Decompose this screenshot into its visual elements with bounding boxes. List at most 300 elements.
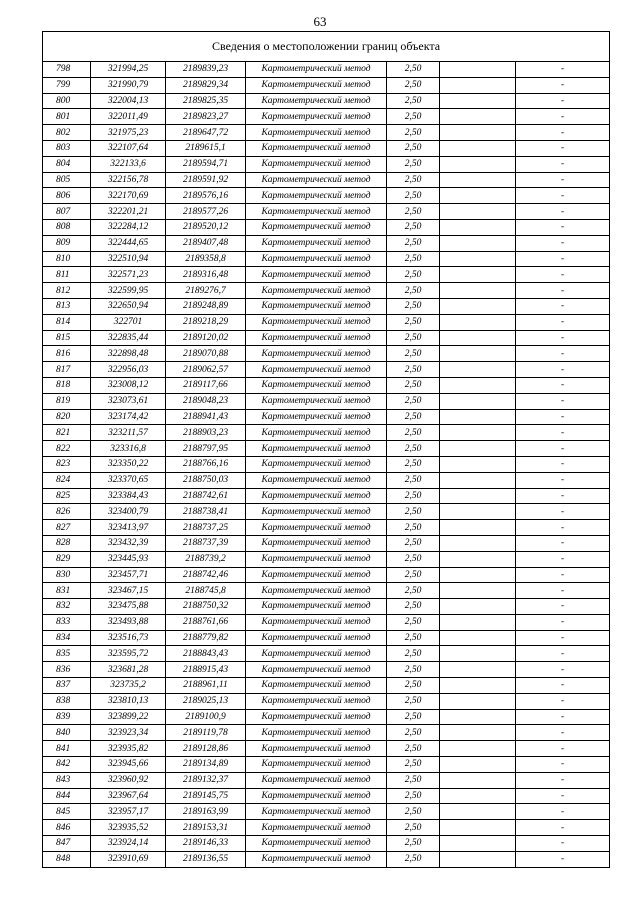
point-number-cell: 819: [43, 393, 91, 409]
y-coordinate-cell: 2189117,66: [166, 377, 246, 393]
note-cell: -: [516, 251, 610, 267]
accuracy-cell: 2,50: [387, 772, 440, 788]
y-coordinate-cell: 2189358,8: [166, 251, 246, 267]
x-coordinate-cell: 323924,14: [91, 836, 166, 852]
table-title: Сведения о местоположении границ объекта: [43, 32, 610, 62]
table-row: [43, 425, 610, 441]
accuracy-cell: 2,50: [387, 441, 440, 457]
accuracy-cell: 2,50: [387, 204, 440, 220]
x-coordinate-cell: 323370,65: [91, 472, 166, 488]
note-cell: -: [516, 441, 610, 457]
point-number-cell: 826: [43, 504, 91, 520]
method-cell: Картометрический метод: [246, 362, 387, 378]
empty-cell: [440, 504, 516, 520]
point-number-cell: 808: [43, 219, 91, 235]
point-number-cell: 839: [43, 709, 91, 725]
point-number-cell: 848: [43, 851, 91, 867]
x-coordinate-cell: 323810,13: [91, 693, 166, 709]
accuracy-cell: 2,50: [387, 409, 440, 425]
y-coordinate-cell: 2189120,02: [166, 330, 246, 346]
table-row: [43, 377, 610, 393]
method-cell: Картометрический метод: [246, 204, 387, 220]
empty-cell: [440, 425, 516, 441]
x-coordinate-cell: 321975,23: [91, 125, 166, 141]
y-coordinate-cell: 2189248,89: [166, 298, 246, 314]
accuracy-cell: 2,50: [387, 488, 440, 504]
method-cell: Картометрический метод: [246, 314, 387, 330]
table-row: [43, 804, 610, 820]
y-coordinate-cell: 2189316,48: [166, 267, 246, 283]
accuracy-cell: 2,50: [387, 614, 440, 630]
y-coordinate-cell: 2188742,61: [166, 488, 246, 504]
y-coordinate-cell: 2188961,11: [166, 678, 246, 694]
table-row: [43, 93, 610, 109]
point-number-cell: 817: [43, 362, 91, 378]
point-number-cell: 844: [43, 788, 91, 804]
method-cell: Картометрический метод: [246, 235, 387, 251]
note-cell: -: [516, 204, 610, 220]
accuracy-cell: 2,50: [387, 188, 440, 204]
table-row: [43, 583, 610, 599]
table-row: [43, 346, 610, 362]
note-cell: -: [516, 741, 610, 757]
accuracy-cell: 2,50: [387, 377, 440, 393]
note-cell: -: [516, 567, 610, 583]
method-cell: Картометрический метод: [246, 757, 387, 773]
x-coordinate-cell: 322701: [91, 314, 166, 330]
accuracy-cell: 2,50: [387, 583, 440, 599]
note-cell: -: [516, 409, 610, 425]
point-number-cell: 799: [43, 77, 91, 93]
y-coordinate-cell: 2189132,37: [166, 772, 246, 788]
x-coordinate-cell: 323595,72: [91, 646, 166, 662]
y-coordinate-cell: 2189153,31: [166, 820, 246, 836]
note-cell: -: [516, 820, 610, 836]
method-cell: Картометрический метод: [246, 646, 387, 662]
table-row: [43, 393, 610, 409]
table-row: [43, 820, 610, 836]
accuracy-cell: 2,50: [387, 77, 440, 93]
note-cell: -: [516, 362, 610, 378]
accuracy-cell: 2,50: [387, 156, 440, 172]
empty-cell: [440, 267, 516, 283]
y-coordinate-cell: 2189145,75: [166, 788, 246, 804]
x-coordinate-cell: 322107,64: [91, 140, 166, 156]
table-row: [43, 788, 610, 804]
note-cell: -: [516, 298, 610, 314]
accuracy-cell: 2,50: [387, 425, 440, 441]
y-coordinate-cell: 2188738,41: [166, 504, 246, 520]
method-cell: Картометрический метод: [246, 409, 387, 425]
accuracy-cell: 2,50: [387, 140, 440, 156]
empty-cell: [440, 630, 516, 646]
empty-cell: [440, 678, 516, 694]
accuracy-cell: 2,50: [387, 757, 440, 773]
point-number-cell: 823: [43, 456, 91, 472]
y-coordinate-cell: 2188737,39: [166, 535, 246, 551]
y-coordinate-cell: 2189615,1: [166, 140, 246, 156]
note-cell: -: [516, 125, 610, 141]
point-number-cell: 810: [43, 251, 91, 267]
empty-cell: [440, 204, 516, 220]
accuracy-cell: 2,50: [387, 393, 440, 409]
empty-cell: [440, 251, 516, 267]
method-cell: Картометрический метод: [246, 583, 387, 599]
y-coordinate-cell: 2188742,46: [166, 567, 246, 583]
y-coordinate-cell: 2188766,16: [166, 456, 246, 472]
x-coordinate-cell: 321990,79: [91, 77, 166, 93]
y-coordinate-cell: 2189594,71: [166, 156, 246, 172]
note-cell: -: [516, 330, 610, 346]
point-number-cell: 845: [43, 804, 91, 820]
accuracy-cell: 2,50: [387, 314, 440, 330]
x-coordinate-cell: 323899,22: [91, 709, 166, 725]
accuracy-cell: 2,50: [387, 125, 440, 141]
note-cell: -: [516, 504, 610, 520]
empty-cell: [440, 283, 516, 299]
note-cell: -: [516, 393, 610, 409]
method-cell: Картометрический метод: [246, 788, 387, 804]
point-number-cell: 847: [43, 836, 91, 852]
empty-cell: [440, 93, 516, 109]
y-coordinate-cell: 2189276,7: [166, 283, 246, 299]
point-number-cell: 830: [43, 567, 91, 583]
note-cell: -: [516, 267, 610, 283]
note-cell: -: [516, 377, 610, 393]
table-row: [43, 62, 610, 78]
method-cell: Картометрический метод: [246, 393, 387, 409]
y-coordinate-cell: 2189407,48: [166, 235, 246, 251]
point-number-cell: 815: [43, 330, 91, 346]
empty-cell: [440, 235, 516, 251]
empty-cell: [440, 535, 516, 551]
y-coordinate-cell: 2189520,12: [166, 219, 246, 235]
x-coordinate-cell: 323516,73: [91, 630, 166, 646]
x-coordinate-cell: 322444,65: [91, 235, 166, 251]
note-cell: -: [516, 646, 610, 662]
method-cell: Картометрический метод: [246, 678, 387, 694]
y-coordinate-cell: 2189062,57: [166, 362, 246, 378]
note-cell: -: [516, 851, 610, 867]
table-row: [43, 204, 610, 220]
note-cell: -: [516, 788, 610, 804]
table-row: [43, 298, 610, 314]
method-cell: Картометрический метод: [246, 140, 387, 156]
table-row: [43, 456, 610, 472]
table-row: [43, 567, 610, 583]
table-row: [43, 267, 610, 283]
table-row: [43, 219, 610, 235]
x-coordinate-cell: 323400,79: [91, 504, 166, 520]
point-number-cell: 840: [43, 725, 91, 741]
y-coordinate-cell: 2189829,34: [166, 77, 246, 93]
table-row: [43, 283, 610, 299]
empty-cell: [440, 757, 516, 773]
boundary-coordinates-table: [42, 31, 610, 868]
empty-cell: [440, 851, 516, 867]
empty-cell: [440, 583, 516, 599]
table-row: [43, 614, 610, 630]
note-cell: -: [516, 219, 610, 235]
method-cell: Картометрический метод: [246, 567, 387, 583]
empty-cell: [440, 172, 516, 188]
empty-cell: [440, 472, 516, 488]
note-cell: -: [516, 583, 610, 599]
method-cell: Картометрический метод: [246, 851, 387, 867]
method-cell: Картометрический метод: [246, 614, 387, 630]
table-row: [43, 646, 610, 662]
x-coordinate-cell: 321994,25: [91, 62, 166, 78]
note-cell: -: [516, 630, 610, 646]
point-number-cell: 822: [43, 441, 91, 457]
empty-cell: [440, 156, 516, 172]
accuracy-cell: 2,50: [387, 709, 440, 725]
empty-cell: [440, 140, 516, 156]
table-row: [43, 504, 610, 520]
accuracy-cell: 2,50: [387, 330, 440, 346]
point-number-cell: 836: [43, 662, 91, 678]
empty-cell: [440, 188, 516, 204]
table-title-row: [43, 32, 610, 62]
x-coordinate-cell: 322133,6: [91, 156, 166, 172]
note-cell: -: [516, 757, 610, 773]
accuracy-cell: 2,50: [387, 283, 440, 299]
accuracy-cell: 2,50: [387, 362, 440, 378]
method-cell: Картометрический метод: [246, 472, 387, 488]
method-cell: Картометрический метод: [246, 741, 387, 757]
accuracy-cell: 2,50: [387, 646, 440, 662]
note-cell: -: [516, 772, 610, 788]
note-cell: -: [516, 156, 610, 172]
point-number-cell: 825: [43, 488, 91, 504]
x-coordinate-cell: 323475,88: [91, 599, 166, 615]
table-row: [43, 362, 610, 378]
empty-cell: [440, 125, 516, 141]
y-coordinate-cell: 2189163,99: [166, 804, 246, 820]
x-coordinate-cell: 323413,97: [91, 520, 166, 536]
accuracy-cell: 2,50: [387, 741, 440, 757]
point-number-cell: 838: [43, 693, 91, 709]
empty-cell: [440, 836, 516, 852]
x-coordinate-cell: 322571,23: [91, 267, 166, 283]
point-number-cell: 801: [43, 109, 91, 125]
table-row: [43, 235, 610, 251]
table-row: [43, 251, 610, 267]
method-cell: Картометрический метод: [246, 520, 387, 536]
x-coordinate-cell: 322898,48: [91, 346, 166, 362]
empty-cell: [440, 109, 516, 125]
point-number-cell: 806: [43, 188, 91, 204]
empty-cell: [440, 662, 516, 678]
accuracy-cell: 2,50: [387, 109, 440, 125]
x-coordinate-cell: 323384,43: [91, 488, 166, 504]
note-cell: -: [516, 456, 610, 472]
note-cell: -: [516, 488, 610, 504]
table-row: [43, 330, 610, 346]
empty-cell: [440, 409, 516, 425]
accuracy-cell: 2,50: [387, 804, 440, 820]
x-coordinate-cell: 323316,8: [91, 441, 166, 457]
method-cell: Картометрический метод: [246, 77, 387, 93]
table-row: [43, 678, 610, 694]
point-number-cell: 804: [43, 156, 91, 172]
y-coordinate-cell: 2188761,66: [166, 614, 246, 630]
y-coordinate-cell: 2189218,29: [166, 314, 246, 330]
note-cell: -: [516, 283, 610, 299]
method-cell: Картометрический метод: [246, 820, 387, 836]
method-cell: Картометрический метод: [246, 551, 387, 567]
x-coordinate-cell: 323681,28: [91, 662, 166, 678]
x-coordinate-cell: 323467,15: [91, 583, 166, 599]
note-cell: -: [516, 678, 610, 694]
accuracy-cell: 2,50: [387, 172, 440, 188]
table-row: [43, 709, 610, 725]
x-coordinate-cell: 323350,22: [91, 456, 166, 472]
empty-cell: [440, 788, 516, 804]
y-coordinate-cell: 2188843,43: [166, 646, 246, 662]
empty-cell: [440, 346, 516, 362]
y-coordinate-cell: 2189136,55: [166, 851, 246, 867]
x-coordinate-cell: 323445,93: [91, 551, 166, 567]
accuracy-cell: 2,50: [387, 599, 440, 615]
y-coordinate-cell: 2188797,95: [166, 441, 246, 457]
note-cell: -: [516, 109, 610, 125]
empty-cell: [440, 314, 516, 330]
point-number-cell: 827: [43, 520, 91, 536]
x-coordinate-cell: 322284,12: [91, 219, 166, 235]
table-row: [43, 630, 610, 646]
method-cell: Картометрический метод: [246, 219, 387, 235]
point-number-cell: 842: [43, 757, 91, 773]
accuracy-cell: 2,50: [387, 235, 440, 251]
x-coordinate-cell: 322156,78: [91, 172, 166, 188]
note-cell: -: [516, 836, 610, 852]
point-number-cell: 828: [43, 535, 91, 551]
x-coordinate-cell: 323174,42: [91, 409, 166, 425]
point-number-cell: 813: [43, 298, 91, 314]
note-cell: -: [516, 520, 610, 536]
table-row: [43, 77, 610, 93]
table-row: [43, 757, 610, 773]
y-coordinate-cell: 2188941,43: [166, 409, 246, 425]
point-number-cell: 812: [43, 283, 91, 299]
method-cell: Картометрический метод: [246, 488, 387, 504]
accuracy-cell: 2,50: [387, 630, 440, 646]
table-row: [43, 851, 610, 867]
method-cell: Картометрический метод: [246, 425, 387, 441]
y-coordinate-cell: 2189048,23: [166, 393, 246, 409]
point-number-cell: 811: [43, 267, 91, 283]
table-row: [43, 409, 610, 425]
x-coordinate-cell: 323957,17: [91, 804, 166, 820]
y-coordinate-cell: 2189134,89: [166, 757, 246, 773]
y-coordinate-cell: 2189647,72: [166, 125, 246, 141]
accuracy-cell: 2,50: [387, 93, 440, 109]
point-number-cell: 824: [43, 472, 91, 488]
method-cell: Картометрический метод: [246, 251, 387, 267]
note-cell: -: [516, 599, 610, 615]
point-number-cell: 837: [43, 678, 91, 694]
table-row: [43, 125, 610, 141]
accuracy-cell: 2,50: [387, 788, 440, 804]
accuracy-cell: 2,50: [387, 535, 440, 551]
method-cell: Картометрический метод: [246, 599, 387, 615]
y-coordinate-cell: 2189839,23: [166, 62, 246, 78]
point-number-cell: 803: [43, 140, 91, 156]
y-coordinate-cell: 2189825,35: [166, 93, 246, 109]
y-coordinate-cell: 2189577,26: [166, 204, 246, 220]
x-coordinate-cell: 322956,03: [91, 362, 166, 378]
table-row: [43, 772, 610, 788]
accuracy-cell: 2,50: [387, 251, 440, 267]
method-cell: Картометрический метод: [246, 535, 387, 551]
empty-cell: [440, 62, 516, 78]
note-cell: -: [516, 346, 610, 362]
point-number-cell: 818: [43, 377, 91, 393]
note-cell: -: [516, 314, 610, 330]
method-cell: Картометрический метод: [246, 330, 387, 346]
table-row: [43, 472, 610, 488]
note-cell: -: [516, 614, 610, 630]
table-row: [43, 441, 610, 457]
method-cell: Картометрический метод: [246, 62, 387, 78]
note-cell: -: [516, 188, 610, 204]
note-cell: -: [516, 93, 610, 109]
y-coordinate-cell: 2188915,43: [166, 662, 246, 678]
point-number-cell: 843: [43, 772, 91, 788]
accuracy-cell: 2,50: [387, 267, 440, 283]
note-cell: -: [516, 535, 610, 551]
empty-cell: [440, 441, 516, 457]
table-row: [43, 109, 610, 125]
method-cell: Картометрический метод: [246, 630, 387, 646]
point-number-cell: 807: [43, 204, 91, 220]
table-row: [43, 188, 610, 204]
x-coordinate-cell: 322510,94: [91, 251, 166, 267]
empty-cell: [440, 804, 516, 820]
y-coordinate-cell: 2188745,8: [166, 583, 246, 599]
empty-cell: [440, 330, 516, 346]
method-cell: Картометрический метод: [246, 267, 387, 283]
y-coordinate-cell: 2188750,32: [166, 599, 246, 615]
x-coordinate-cell: 322599,95: [91, 283, 166, 299]
method-cell: Картометрический метод: [246, 93, 387, 109]
method-cell: Картометрический метод: [246, 109, 387, 125]
x-coordinate-cell: 322835,44: [91, 330, 166, 346]
note-cell: -: [516, 725, 610, 741]
table-row: [43, 314, 610, 330]
point-number-cell: 846: [43, 820, 91, 836]
accuracy-cell: 2,50: [387, 298, 440, 314]
table-row: [43, 693, 610, 709]
table-row: [43, 535, 610, 551]
note-cell: -: [516, 693, 610, 709]
y-coordinate-cell: 2188903,23: [166, 425, 246, 441]
x-coordinate-cell: 322650,94: [91, 298, 166, 314]
table-row: [43, 172, 610, 188]
accuracy-cell: 2,50: [387, 836, 440, 852]
point-number-cell: 833: [43, 614, 91, 630]
empty-cell: [440, 488, 516, 504]
y-coordinate-cell: 2189119,78: [166, 725, 246, 741]
table-row: [43, 551, 610, 567]
note-cell: -: [516, 804, 610, 820]
empty-cell: [440, 725, 516, 741]
y-coordinate-cell: 2189070,88: [166, 346, 246, 362]
accuracy-cell: 2,50: [387, 62, 440, 78]
accuracy-cell: 2,50: [387, 567, 440, 583]
y-coordinate-cell: 2189146,33: [166, 836, 246, 852]
